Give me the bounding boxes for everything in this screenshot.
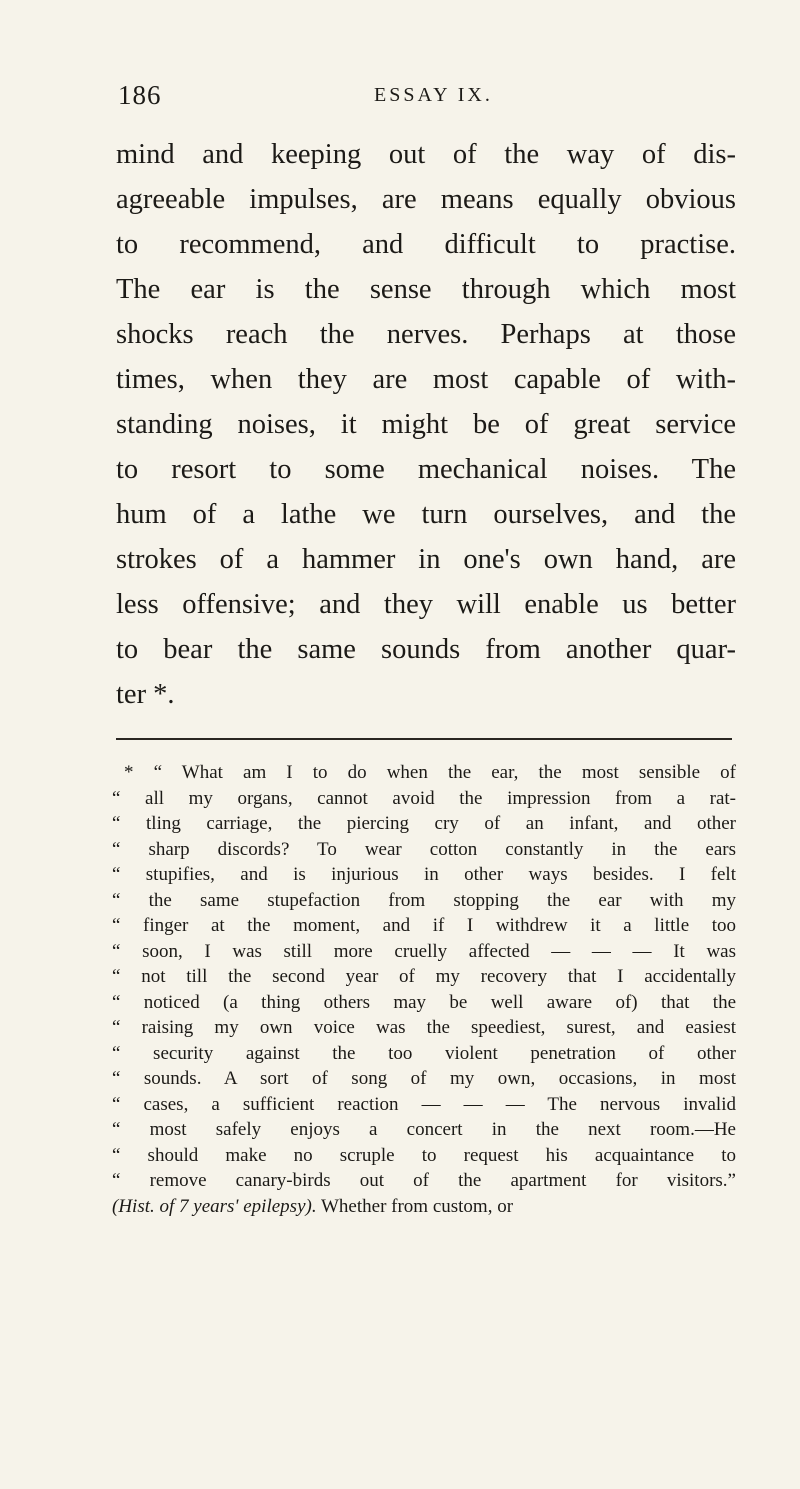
text-line: The ear is the sense through which most [116, 274, 736, 305]
text-line: standing noises, it might be of great service [116, 409, 736, 440]
citation: (Hist. of 7 years' epilepsy). [112, 1195, 317, 1217]
text-line: to resort to some mechanical noises. The [116, 454, 736, 485]
running-title: ESSAY IX. [374, 84, 493, 106]
footnote-line: “ raising my own voice was the speediest, surest, and easiest [112, 1017, 736, 1038]
footnote-line: “ finger at the moment, and if I withdrew it a little too [112, 915, 736, 936]
text-line: shocks reach the nerves. Perhaps at those [116, 319, 736, 350]
text-line: hum of a lathe we turn ourselves, and the [116, 499, 736, 530]
footnote-line: “ all my organs, cannot avoid the impression from a rat- [112, 787, 736, 809]
text-line: ter *. [116, 679, 175, 710]
text-line: mind and keeping out of the way of dis- [116, 139, 736, 170]
text-line: strokes of a hammer in one's own hand, are [116, 544, 736, 575]
footnote-line: “ security against the too violent penetration of other [112, 1042, 736, 1064]
text-line: less offensive; and they will enable us better [116, 589, 736, 620]
body-paragraph [116, 132, 736, 717]
closing-text: Whether from custom, or [316, 1195, 514, 1217]
page-number: 186 [118, 80, 162, 110]
running-head [118, 80, 718, 120]
footnote-line: “ remove canary-birds out of the apartment for visitors.” [112, 1170, 736, 1191]
footnote-line: “ stupifies, and is injurious in other ways besides. I felt [112, 864, 736, 885]
text-line: to bear the same sounds from another quar- [116, 634, 736, 665]
text-line: agreeable impulses, are means equally obvious [116, 184, 736, 215]
footnote-line: “ tling carriage, the piercing cry of an infant, and other [112, 813, 736, 834]
footnote-line: * “ What am I to do when the ear, the most sensible of [124, 762, 736, 783]
footnote-line: “ sharp discords? To wear cotton constantly in the ears [112, 838, 736, 860]
footnote-separator-rule [116, 738, 732, 740]
footnote-line: “ noticed (a thing others may be well aware of) that the [112, 991, 736, 1013]
footnote-line: “ not till the second year of my recovery that I accidentally [112, 966, 736, 987]
footnote-line: “ should make no scruple to request his acquaintance to [112, 1144, 736, 1166]
footnote-line: “ the same stupefaction from stopping the ear with my [112, 889, 736, 911]
footnote [112, 760, 736, 1219]
footnote-line: “ sounds. A sort of song of my own, occasions, in most [112, 1068, 736, 1089]
text-line: to recommend, and difficult to practise. [116, 229, 736, 260]
footnote-line: “ cases, a sufficient reaction — — — The nervous invalid [112, 1093, 736, 1115]
footnote-closing-line [112, 1194, 736, 1220]
footnote-line: “ soon, I was still more cruelly affected — — — It was [112, 940, 736, 962]
text-line: times, when they are most capable of with- [116, 364, 736, 395]
footnote-line: “ most safely enjoys a concert in the next room.—He [112, 1119, 736, 1140]
